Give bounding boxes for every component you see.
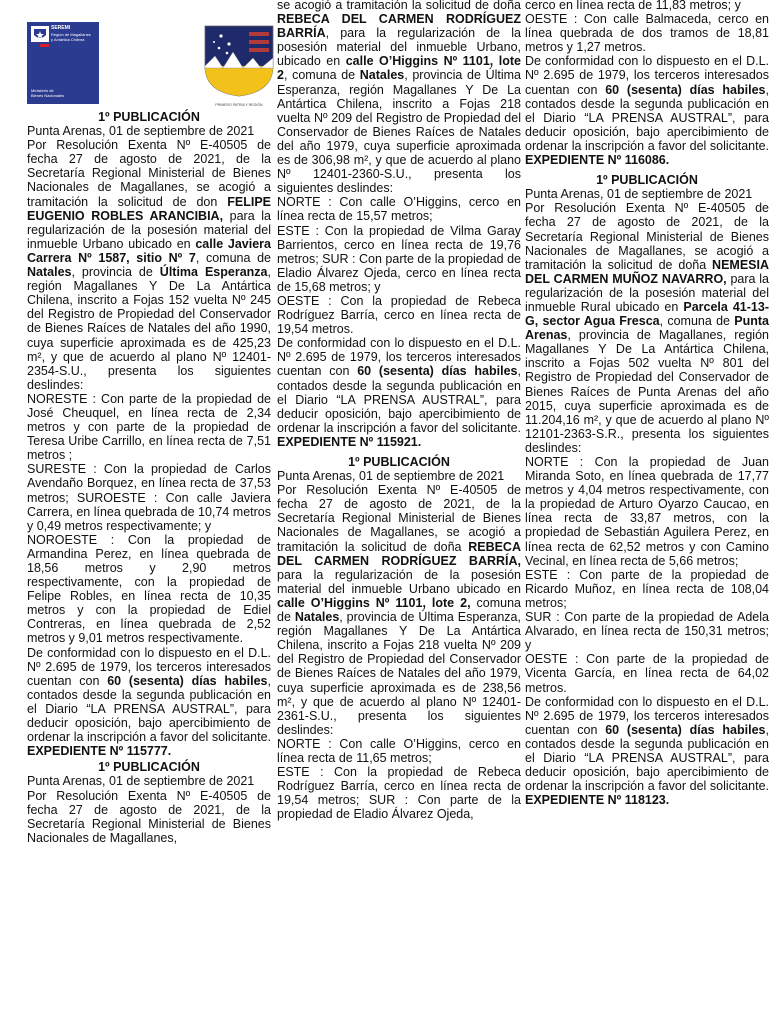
notice-paragraph-seg-bold: FELIPE EUGENIO ROBLES ARANCIBIA,: [27, 194, 271, 223]
notice-paragraph-seg: para la regularización de la posesión material del inmueble Urbano ubicado en: [277, 567, 521, 596]
notice-paragraph-seg-bold: REBECA DEL CARMEN RODRÍGUEZ BARRÍA,: [277, 539, 521, 568]
notice-paragraph: [525, 0, 769, 12]
notice-paragraph-seg: ESTE : Con la propiedad de Vilma Garay Barrientos, cerco en línea recta de 19,76 metros; SUR : Con parte de la propiedad de Eladio Álvarez Ojeda, cerco en línea recta de 15,68 metros; y: [277, 223, 521, 294]
notice-paragraph: [277, 224, 521, 294]
notice-0: [27, 110, 271, 758]
notice-paragraph-seg-bold: Natales: [27, 265, 72, 280]
notice-paragraph-seg: Por Resolución Exenta Nº E-40505 de fecha 27 de agosto de 2021, de la Secretaría Regional Ministerial de Bienes Nacionales de Magallanes, se acogió a tramitación la solicitud de doña: [525, 201, 769, 272]
notice-paragraph-seg: , comuna de: [283, 68, 360, 83]
notice-paragraph: [525, 652, 769, 694]
notice-paragraph-seg: De conformidad con lo dispuesto en el D.L. Nº 2.695 de 1979, los terceros interesados cuentan con: [277, 336, 521, 379]
column-1: [27, 0, 271, 845]
notice-paragraph-seg: De conformidad con lo dispuesto en el D.L. Nº 2.695 de 1979, los terceros interesados cuentan con: [525, 54, 769, 97]
notice-paragraph-seg: , provincia de Magallanes, región Magallanes Y De La Antártica Chilena, inscrito a Fojas 502 vuelta Nº 801 del Registro de Propiedad del Conservador de Bienes Raíces de Punta Arenas del año 2015, cuya superficie aproximada es de 11.204,16 m², y que de acuerdo al plano Nº 12101-2363-S.R., presenta los siguientes deslindes:: [525, 328, 769, 455]
notice-paragraph-seg: , región Magallanes Y De La Antártica Chilena, inscrito a Fojas 152 vuelta Nº 245 del Registro de Propiedad del Conservador de Bienes Raíces de Natales del año 1990, cuya superficie aproximada es de 425,23 m², y que de acuerdo al plano Nº 12401-2354-S.U., presenta los siguientes deslindes:: [27, 265, 271, 392]
magallanes-crest: [199, 22, 279, 107]
notice-paragraph-seg-bold: 60 (sesenta) días habiles: [107, 673, 268, 688]
notice-paragraph-seg-bold: calle O’Higgins Nº 1101, lote 2,: [277, 595, 471, 610]
seremi-bienes-nacionales-logo: [27, 22, 99, 104]
notice-paragraph-seg: , comuna de: [195, 250, 271, 265]
notice-dateline: Punta Arenas, 01 de septiembre de 2021: [525, 187, 753, 202]
notice-2-part-a: [277, 455, 521, 821]
notice-paragraph-seg: , contados desde la segunda publicación en el Diario “LA PRENSA AUSTRAL”, para deducir oposición, bajo apercibimiento de ordenar la inscripción a favor del solicitante.: [525, 82, 769, 153]
notice-paragraph-seg-bold: 60 (sesenta) días habiles: [605, 82, 766, 97]
notice-paragraph-seg: ESTE : Con parte de la propiedad de Ricardo Muñoz, en línea recta de 108,04 metros;: [525, 567, 769, 610]
notice-paragraph: [27, 138, 271, 392]
notice-paragraph: [277, 336, 521, 449]
notice-heading: 1º PUBLICACIÓN: [98, 110, 200, 124]
notice-paragraph-seg: OESTE : Con parte de la propiedad de Vicenta García, en línea recta de 64,02 metros.: [525, 652, 769, 695]
notice-1-part-b: [277, 0, 521, 449]
notice-paragraph-seg: , para la regularización de la posesión material del inmueble Urbano, ubicado en: [277, 26, 521, 69]
notice-2-part-b: [525, 0, 769, 167]
notice-paragraph-seg: SUR : Con parte de la propiedad de Adela Alvarado, en línea recta de 150,31 metros; y: [525, 610, 769, 653]
notice-heading: 1º PUBLICACIÓN: [596, 173, 698, 188]
notice-paragraph: [525, 12, 769, 54]
notice-paragraph-seg-bold: EXPEDIENTE Nº 116086.: [525, 153, 670, 168]
seremi-logo-ministry-line2: Bienes Nacionales: [31, 93, 65, 98]
seremi-logo-line2: y Antártica Chilena: [51, 37, 85, 42]
notice-paragraph-seg: ESTE : Con la propiedad de Rebeca Rodríguez Barría, cerco en línea recta de 19,54 metros; SUR : Con parte de la propiedad de Eladio Álvarez Ojeda,: [277, 765, 521, 822]
notice-paragraph-seg: NORESTE : Con parte de la propiedad de José Cheuquel, en línea recta de 2,34 metros y con parte de la propiedad de Teresa Uribe Carrillo, en línea recta de 7,51 metros ;: [27, 391, 271, 463]
notice-paragraph-seg: OESTE : Con la propiedad de Rebeca Rodríguez Barría, cerco en línea recta de 19,54 metros.: [277, 293, 521, 337]
notice-heading: 1º PUBLICACIÓN: [98, 760, 200, 775]
seremi-logo-line1: Región de Magallanes: [51, 32, 91, 37]
notice-paragraph-seg-bold: 60 (sesenta) días habiles: [357, 364, 518, 379]
notice-paragraph: [525, 201, 769, 455]
notice-paragraph-seg-bold: NEMESIA DEL CARMEN MUÑOZ NAVARRO,: [525, 257, 769, 286]
notice-paragraph-seg-bold: EXPEDIENTE Nº 118123.: [525, 793, 670, 808]
notice-paragraph-seg: cerco en línea recta de 11,83 metros; y: [525, 0, 741, 12]
notice-paragraph-seg-bold: Última Esperanza: [159, 265, 268, 280]
notice-paragraph-seg-bold: Natales: [359, 68, 405, 83]
chile-flag-stripe-icon: [31, 44, 49, 47]
column-2: [277, 0, 521, 821]
notice-paragraph-seg-bold: EXPEDIENTE Nº 115777.: [27, 744, 172, 759]
notice-paragraph-seg: Por Resolución Exenta Nº E-40505 de fecha 27 de agosto de 2021, de la Secretaría Regional Ministerial de Bienes Nacionales de Magallanes, se acogió a tramitación la solicitud de don: [27, 138, 271, 209]
notice-paragraph: [27, 789, 271, 845]
notice-paragraph-seg-bold: Parcela 41-13-G, sector Agua Fresca: [525, 299, 769, 329]
notice-paragraph-seg: SURESTE : Con la propiedad de Carlos Avendaño Borquez, en línea recta de 37,53 metros; SUROESTE : Con calle Javiera Carrera, en línea quebrada de 10,74 metros y 0,49 metros respectivamente; y: [27, 462, 271, 533]
notice-paragraph-seg: NOROESTE : Con la propiedad de Armandina Perez, en línea quebrada de 18,56 metros y 2,90 metros respectivamente, con la propiedad de Felipe Robles, en línea recta de 10,35 metros y con la propiedad de Ediel Contreras, en línea quebrada de 2,52 metros y 9,01 metros respectivamente.: [27, 532, 271, 646]
notice-paragraph-seg: se acogió a tramitación la solicitud de doña: [277, 0, 521, 12]
notice-paragraph: [277, 294, 521, 336]
notice-paragraph: [525, 695, 769, 808]
notice-paragraph-seg: , contados desde la segunda publicación en el Diario “LA PRENSA AUSTRAL”, para deducir oposición, bajo apercibimiento de ordenar la inscripción a favor del solicitante.: [27, 673, 271, 745]
notice-paragraph-seg: OESTE : Con calle Balmaceda, cerco en línea quebrada de dos tramos de 18,81 metros y 1,27 metros.: [525, 12, 769, 55]
notice-paragraph-seg: , contados desde la segunda publicación en el Diario “LA PRENSA AUSTRAL”, para deducir oposición, bajo apercibimiento de ordenar la inscripción a favor del solicitante.: [277, 364, 521, 435]
notice-paragraph-seg: NORTE : Con calle O’Higgins, cerco en línea recta de 15,57 metros;: [277, 195, 521, 224]
notice-paragraph-seg: comuna de: [277, 595, 521, 625]
notice-paragraph-seg: Por Resolución Exenta Nº E-40505 de fecha 27 de agosto de 2021, de la Secretaría Regional Ministerial de Bienes Nacionales de Magallanes, se acogió a tramitación la solicitud de doña: [277, 483, 521, 554]
notice-paragraph-seg-bold: 60 (sesenta) días habiles: [605, 722, 766, 737]
notice-paragraph-seg: NORTE : Con la propiedad de Juan Miranda Soto, en línea quebrada de 17,77 metros y 4,04 metros respectivamente, con la propiedad de Arturo Oyarzo Caucao, en línea recta de 33,87 metros, con la propiedad de Sebastián Aguilera Perez, en línea recta de 62,52 metros y con Camino Vecinal, en línea recta de 5,66 metros;: [525, 455, 769, 568]
chile-shield-icon: [31, 26, 49, 42]
seremi-logo-ministry-line1: Ministerio de: [31, 88, 54, 93]
notice-paragraph-seg: NORTE : Con calle O’Higgins, cerco en línea recta de 11,65 metros;: [277, 736, 521, 765]
seremi-logo-ministry: [31, 88, 64, 98]
notice-paragraph-seg: Por Resolución Exenta Nº E-40505 de fecha 27 de agosto de 2021, de la Secretaría Regional Ministerial de Bienes Nacionales de Magallanes,: [27, 788, 271, 845]
notice-1-part-a: [27, 760, 271, 845]
notice-paragraph-seg-bold: EXPEDIENTE Nº 115921.: [277, 434, 422, 449]
notice-paragraph: [277, 0, 521, 195]
notice-dateline: Punta Arenas, 01 de septiembre de 2021: [27, 774, 255, 789]
notice-paragraph-seg-bold: Punta Arenas: [525, 314, 769, 343]
notice-paragraph: [277, 483, 521, 737]
notice-paragraph: [27, 462, 271, 532]
notice-paragraph: [277, 765, 521, 821]
header-logos: [27, 0, 271, 108]
notice-paragraph: [525, 610, 769, 652]
notice-3: [525, 173, 769, 807]
seremi-logo-title: SEREMI: [51, 25, 71, 31]
notice-paragraph-seg: , contados desde la segunda publicación en el Diario “LA PRENSA AUSTRAL”, para deducir oposición, bajo apercibimiento de ordenar la inscripción a favor del solicitante.: [525, 722, 769, 794]
notice-paragraph-seg-bold: calle O’Higgins Nº 1101, lote 2: [277, 54, 521, 83]
notice-paragraph-seg-bold: REBECA DEL CARMEN RODRÍGUEZ BARRÍA: [277, 12, 521, 41]
column-3: [525, 0, 769, 807]
notice-paragraph-seg: , provincia de Última Esperanza, región Magallanes Y De La Antártica Chilena, inscrito a Fojas 218 vuelta Nº 209 del Registro de Propiedad del Conservador de Bienes Raíces de Natales del año 1979, cuya superficie aproximada es de 238,56 m², y que de acuerdo al plano Nº 12401-2361-S.U., presenta los siguientes deslindes:: [277, 610, 521, 737]
notice-paragraph: [27, 392, 271, 462]
notice-paragraph: [277, 737, 521, 765]
notice-paragraph: [27, 533, 271, 646]
crest-caption: PRIMERO PATRIA Y REGIÓN: [215, 103, 263, 107]
notice-paragraph: [525, 455, 769, 568]
notice-dateline: Punta Arenas, 01 de septiembre de 2021: [27, 124, 255, 139]
notice-paragraph: [277, 195, 521, 223]
notice-paragraph-seg: , comuna de: [659, 314, 735, 329]
notice-paragraph: [525, 568, 769, 610]
notice-paragraph-seg-bold: Natales: [294, 610, 340, 625]
notice-heading: 1º PUBLICACIÓN: [348, 455, 450, 469]
notice-paragraph: [27, 646, 271, 759]
notice-paragraph-seg-bold: calle Javiera Carrera Nº 1587, sitio Nº 7: [27, 236, 271, 265]
notice-paragraph-seg: , provincia de Última Esperanza, región Magallanes Y De La Antártica Chilena, inscrito a Fojas 218 vuelta Nº 209 del Registro de Propiedad del Conservador de Bienes Raíces de Natales del año 1979, cuya superficie aproximada es de 306,98 m², y que de acuerdo al plano Nº 12401-2360-S.U., presenta los siguientes deslindes:: [277, 68, 521, 196]
notice-paragraph: [525, 54, 769, 167]
notice-paragraph-seg: , provincia de: [71, 265, 160, 280]
notice-paragraph-seg: para la regularización de la posesión material del inmueble Rural ubicado en: [525, 271, 769, 314]
magallanes-regional-flag-crest-icon: [199, 22, 279, 98]
notice-paragraph-seg: para la regularización de la posesión material del inmueble Urbano ubicado en: [27, 208, 271, 251]
notice-paragraph-seg: De conformidad con lo dispuesto en el D.L. Nº 2.695 de 1979, los terceros interesados cuentan con: [525, 694, 769, 737]
notice-dateline: Punta Arenas, 01 de septiembre de 2021: [277, 469, 505, 484]
notice-paragraph-seg: De conformidad con lo dispuesto en el D.L. Nº 2.695 de 1979, los terceros interesados cuentan con: [27, 645, 271, 688]
